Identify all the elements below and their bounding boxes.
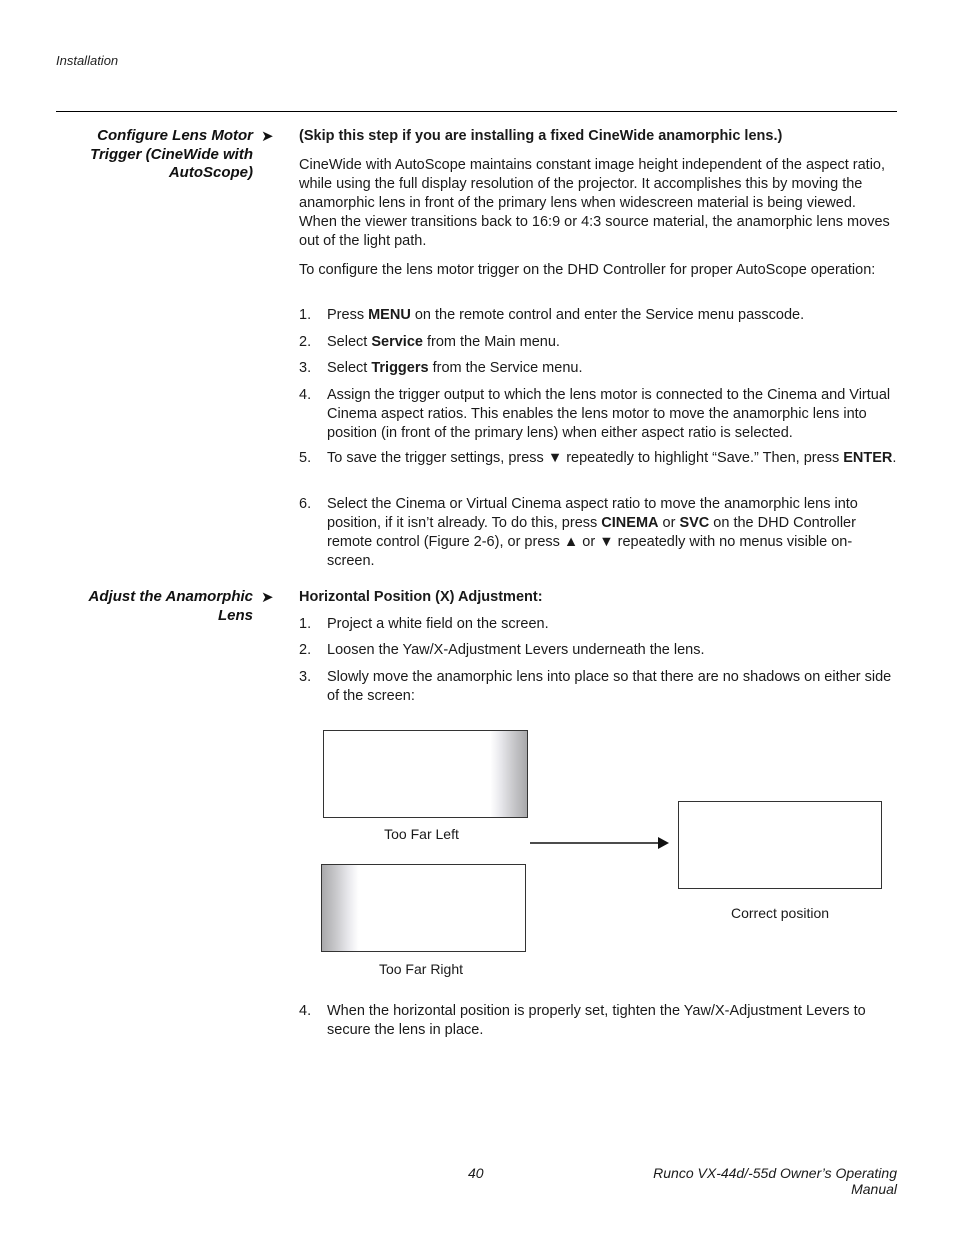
- down-arrow-icon: ▼: [599, 534, 614, 550]
- step-keyword: Service: [371, 334, 423, 350]
- manual-title: Runco VX-44d/-55d Owner’s Operating Manual: [653, 1165, 897, 1197]
- step-number: 2.: [299, 334, 312, 350]
- step-text: repeatedly to highlight “Save.” Then, press: [562, 450, 844, 466]
- intro-paragraph: CineWide with AutoScope maintains constant image height independent of the aspect ratio, while using the full display resolution of the projector. It accomplishes this by moving the anamorphic lens in front of the primary lens when widescreen material is being viewed. When the viewer transitions back to 16:9 or 4:3 source material, the anamorphic lens moves out of the light path.: [299, 157, 890, 249]
- step-text: Select: [327, 334, 372, 350]
- step-keyword: ENTER: [843, 450, 893, 466]
- section-heading-adjust-anamorphic-lens: [53, 588, 253, 625]
- step-text: on the remote control and enter the Service menu passcode.: [410, 307, 805, 323]
- step-text: or: [658, 515, 680, 531]
- section-arrow-icon: ➤: [261, 128, 274, 145]
- caption-correct-position: Correct position: [730, 905, 830, 921]
- up-arrow-icon: ▲: [563, 534, 579, 550]
- step-text: Press: [327, 307, 369, 323]
- figure-too-far-right: [321, 864, 526, 952]
- step-number: 4.: [299, 1003, 312, 1019]
- list-item: [299, 495, 897, 571]
- step-text: Slowly move the anamorphic lens into place so that there are no shadows on either side of the screen:: [327, 669, 892, 704]
- heading-line: Adjust the Anamorphic: [88, 588, 253, 605]
- caption-too-far-left: Too Far Left: [384, 826, 459, 842]
- list-item: [299, 615, 897, 634]
- step-text: repeatedly with no menus visible on-screen.: [327, 534, 853, 569]
- step-number: 5.: [299, 450, 312, 466]
- figure-correct-position: [678, 801, 882, 889]
- heading-line: Trigger (CineWide with: [90, 145, 253, 163]
- list-item: [299, 449, 897, 468]
- step-number: 1.: [299, 307, 312, 323]
- list-item: [299, 359, 897, 378]
- list-item: [299, 386, 897, 443]
- step-text: Loosen the Yaw/X-Adjustment Levers underneath the lens.: [327, 642, 705, 658]
- page-number: 40: [468, 1165, 484, 1181]
- step-text: When the horizontal position is properly set, tighten the Yaw/X-Adjustment Levers to secure the lens in place.: [327, 1003, 866, 1038]
- list-item: [299, 1002, 897, 1040]
- step-number: 1.: [299, 616, 312, 632]
- step-text: from the Main menu.: [422, 334, 560, 350]
- heading-line: AutoScope): [168, 164, 253, 181]
- arrow-to-correct-position: [528, 834, 672, 852]
- step-text: .: [892, 450, 897, 466]
- down-arrow-icon: ▼: [547, 450, 563, 466]
- step-number: 3.: [299, 669, 312, 685]
- heading-line: Lens: [217, 606, 253, 624]
- caption-too-far-right: Too Far Right: [378, 961, 464, 977]
- step-keyword: Triggers: [371, 360, 429, 376]
- heading-line: Configure Lens Motor: [97, 127, 253, 144]
- step-number: 2.: [299, 642, 312, 658]
- section-heading-lens-motor-trigger: [53, 127, 253, 183]
- list-item: [299, 641, 897, 660]
- step-text: from the Service menu.: [428, 360, 583, 376]
- list-item: [299, 306, 897, 325]
- configure-paragraph: To configure the lens motor trigger on the DHD Controller for proper AutoScope operation:: [299, 262, 876, 278]
- running-header: Installation: [56, 53, 119, 68]
- step-number: 3.: [299, 360, 312, 376]
- step-text: Select the Cinema or Virtual Cinema aspect ratio to move the anamorphic lens into position, if it isn’t already. To do this, press: [327, 496, 858, 531]
- section-arrow-icon: ➤: [261, 589, 274, 606]
- step-text: on the DHD Controller remote control (Figure 2-6), or press: [327, 515, 856, 550]
- step-keyword: CINEMA: [601, 515, 659, 531]
- figure-too-far-left: [323, 730, 528, 818]
- list-item: [299, 668, 897, 706]
- skip-note: (Skip this step if you are installing a fixed CineWide anamorphic lens.): [299, 128, 783, 144]
- list-item: [299, 333, 897, 352]
- step-keyword: SVC: [679, 515, 710, 531]
- step-text: or: [578, 534, 600, 550]
- step-keyword: MENU: [368, 307, 411, 323]
- step-number: 4.: [299, 387, 312, 403]
- step-text: Assign the trigger output to which the lens motor is connected to the Cinema and Virtual Cinema aspect ratios. This enables the lens motor to move the anamorphic lens into position (in front of the primary lens) when either aspect ratio is selected.: [327, 387, 891, 441]
- step-text: Project a white field on the screen.: [327, 616, 549, 632]
- subheading: Horizontal Position (X) Adjustment:: [299, 589, 543, 605]
- step-number: 6.: [299, 496, 312, 512]
- step-text: Select: [327, 360, 372, 376]
- header-rule: [56, 111, 897, 112]
- step-text: To save the trigger settings, press: [327, 450, 548, 466]
